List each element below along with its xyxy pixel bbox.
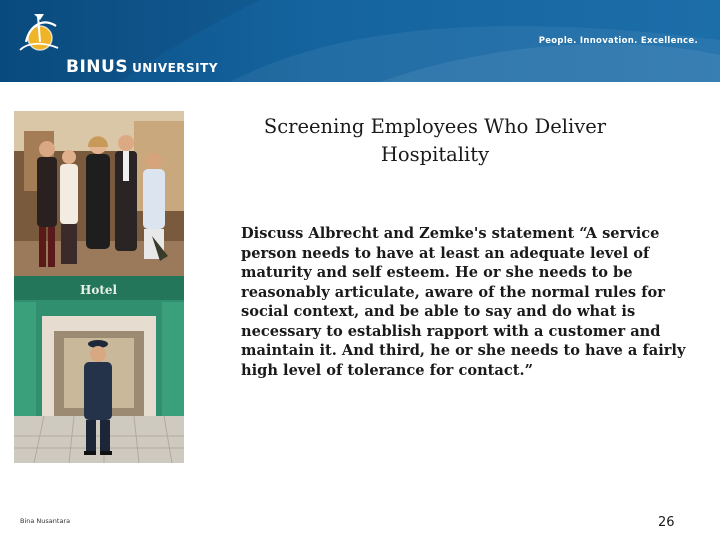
slide-title-line2: Hospitality [380,143,490,166]
brand-name: BINUS [66,57,129,77]
slide-title [220,113,650,169]
hotel-staff-photo [14,111,184,276]
hotel-sign-text: Hotel [80,283,118,297]
footer-org-label: Bina Nusantara [20,517,71,525]
binus-emblem-icon [14,12,74,74]
hotel-doorman-photo [14,276,184,463]
slide-body-text: Discuss Albrecht and Zemke's statement “A service person needs to have at least an adequate level of maturity and self esteem. He or she needs to be reasonably articulate, aware of the normal rules for social context, and be able to say and do what is necessary to establish rapport with a customer and maintain it. And third, he or she needs to have a fairly high level of tolerance for contact.” [241,225,686,379]
brand-wordmark [66,57,218,77]
binus-logo [14,12,229,77]
header-tagline: People. Innovation. Excellence. [538,36,698,46]
header-banner [0,0,720,82]
brand-suffix: UNIVERSITY [132,61,219,75]
page-number: 26 [658,515,675,530]
slide-title-line1: Screening Employees Who Deliver [263,115,607,138]
